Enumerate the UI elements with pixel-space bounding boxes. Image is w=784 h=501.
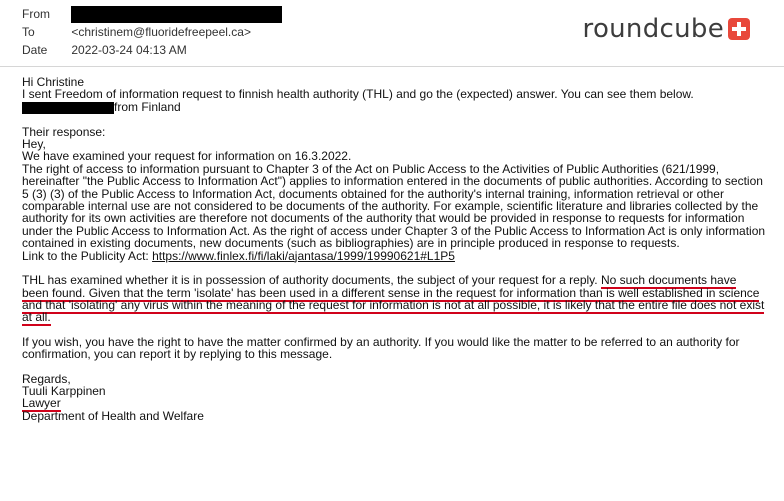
findings-paragraph	[22, 274, 766, 324]
hey-line: Hey,	[22, 137, 46, 152]
spacer	[22, 114, 766, 126]
spacer	[22, 324, 766, 336]
department-line: Department of Health and Welfare	[22, 408, 204, 423]
greeting: Hi Christine	[22, 75, 85, 89]
message-header	[0, 0, 784, 62]
signer-title: Lawyer	[22, 396, 61, 411]
to-row	[22, 24, 251, 40]
logo-text: roundcube	[582, 14, 724, 44]
date-row	[22, 42, 187, 58]
findings-start: THL has examined whether it is in possession of authority documents, the subject of your request for a reply.	[22, 273, 601, 288]
highlighted-finding: No such documents have been found. Given that the term 'isolate' has been used in a different sense in the request for information than is well established in science and that 'isolating' any virus within the meaning of the request for information is not at all possible, it is likely that the entire file does not exist at all.	[22, 273, 765, 325]
examined-line: We have examined your request for information on 16.3.2022.	[22, 149, 352, 164]
link-line	[22, 250, 766, 262]
from-row	[22, 6, 282, 22]
to-address[interactable]: <christinem@fluoridefreepeel.ca>	[71, 25, 251, 39]
publicity-act-link[interactable]: https://www.finlex.fi/fi/laki/ajantasa/1999/19990621#L1P5	[152, 248, 455, 263]
sender-redaction	[22, 102, 114, 114]
header-divider	[0, 66, 784, 67]
roundcube-logo	[583, 14, 750, 44]
date-value: 2022-03-24 04:13 AM	[71, 43, 187, 57]
signer-title-line	[22, 397, 766, 409]
date-label: Date	[22, 43, 48, 57]
to-label: To	[22, 25, 35, 39]
from-redaction	[71, 6, 282, 23]
sender-line	[22, 101, 766, 114]
plus-icon	[728, 18, 750, 40]
intro-text: I sent Freedom of information request to finnish health authority (THL) and go the (expected) answer. You can see them below.	[22, 87, 694, 102]
access-paragraph: The right of access to information pursuant to Chapter 3 of the Act on Public Access to the Activities of Public Authorities (621/1999, hereinafter "the Public Access to Information Act") applies to information entered in the documents of public authorities. According to section 5 (3) (3) of the Public Access to Information Act, documents obtained for the authority's internal training, information retrieval or other comparable internal use are not considered to be documents of the authority. For example, scientific literature and libraries collected by the authority for its own activities are therefore not documents of the authority that would be provided in response to requests for information under the Public Access to Information Act. As the right of access under Chapter 3 of the Public Access to Information Act is only information contained in existing documents, new documents (such as bibliographies) are in principle produced in response to requests.	[22, 161, 766, 251]
message-body	[22, 76, 766, 422]
response-label: Their response:	[22, 124, 106, 139]
rights-paragraph: If you wish, you have the right to have the matter confirmed by an authority. If you would like the matter to be referred to an authority for confirmation, you can report it by replying to this message.	[22, 334, 740, 362]
spacer	[22, 361, 766, 373]
from-label: From	[22, 7, 50, 21]
regards-line: Regards,	[22, 371, 71, 386]
signer-name: Tuuli Karppinen	[22, 383, 106, 398]
sender-suffix: from Finland	[114, 99, 181, 114]
link-prefix: Link to the Publicity Act:	[22, 248, 153, 263]
